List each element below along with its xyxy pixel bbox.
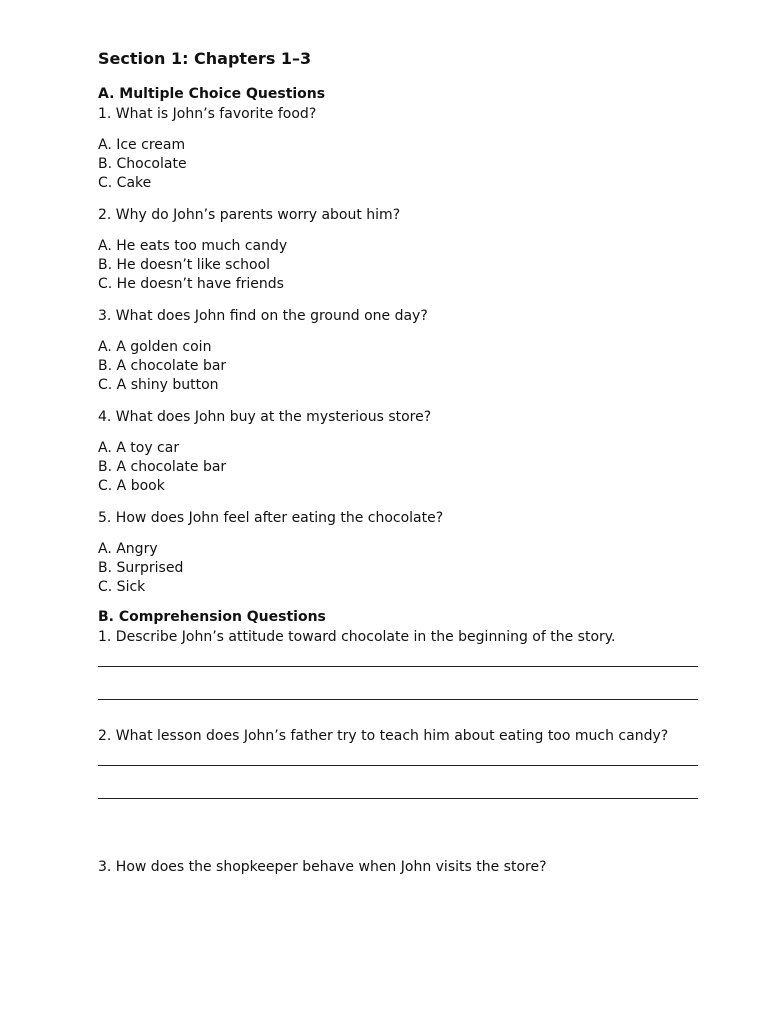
multiple-choice-section [98,84,700,597]
answer-option: A. Angry [98,541,158,557]
answer-options [98,540,700,597]
comprehension-heading: B. Comprehension Questions [98,609,326,625]
answer-option: C. Sick [98,579,146,595]
question-text: 5. How does John feel after eating the chocolate? [98,510,444,526]
section-title: Section 1: Chapters 1–3 [98,49,312,68]
worksheet-page [98,48,700,877]
answer-option: B. A chocolate bar [98,459,227,475]
answer-options [98,237,700,294]
question-text: 3. What does John find on the ground one day? [98,308,428,324]
answer-option: B. A chocolate bar [98,358,227,374]
answer-option: C. A book [98,478,165,494]
answer-options [98,439,700,496]
comprehension-question-3: 3. How does the shopkeeper behave when John visits the store? [98,859,547,875]
answer-line[interactable] [98,666,698,667]
question-text: 4. What does John buy at the mysterious store? [98,409,432,425]
multiple-choice-heading: A. Multiple Choice Questions [98,86,326,102]
answer-option: A. A golden coin [98,339,212,355]
mc-question-4 [98,407,700,496]
answer-option: A. A toy car [98,440,180,456]
mc-question-2 [98,205,700,294]
answer-line[interactable] [98,699,698,700]
answer-option: B. Surprised [98,560,184,576]
answer-option: B. Chocolate [98,156,187,172]
answer-option: A. He eats too much candy [98,238,288,254]
answer-option: B. He doesn’t like school [98,257,271,273]
answer-option: C. A shiny button [98,377,219,393]
answer-option: C. Cake [98,175,152,191]
mc-question-5 [98,508,700,597]
answer-line[interactable] [98,798,698,799]
answer-options [98,338,700,395]
question-text: 1. What is John’s favorite food? [98,106,317,122]
answer-option: A. Ice cream [98,137,186,153]
answer-line[interactable] [98,765,698,766]
mc-question-3 [98,306,700,395]
comprehension-section [98,607,700,877]
answer-option: C. He doesn’t have friends [98,276,284,292]
comprehension-question-2: 2. What lesson does John’s father try to teach him about eating too much candy? [98,728,669,744]
question-text: 2. Why do John’s parents worry about him? [98,207,401,223]
comprehension-question-1: 1. Describe John’s attitude toward chocolate in the beginning of the story. [98,629,616,645]
mc-question-1 [98,104,700,193]
answer-options [98,136,700,193]
